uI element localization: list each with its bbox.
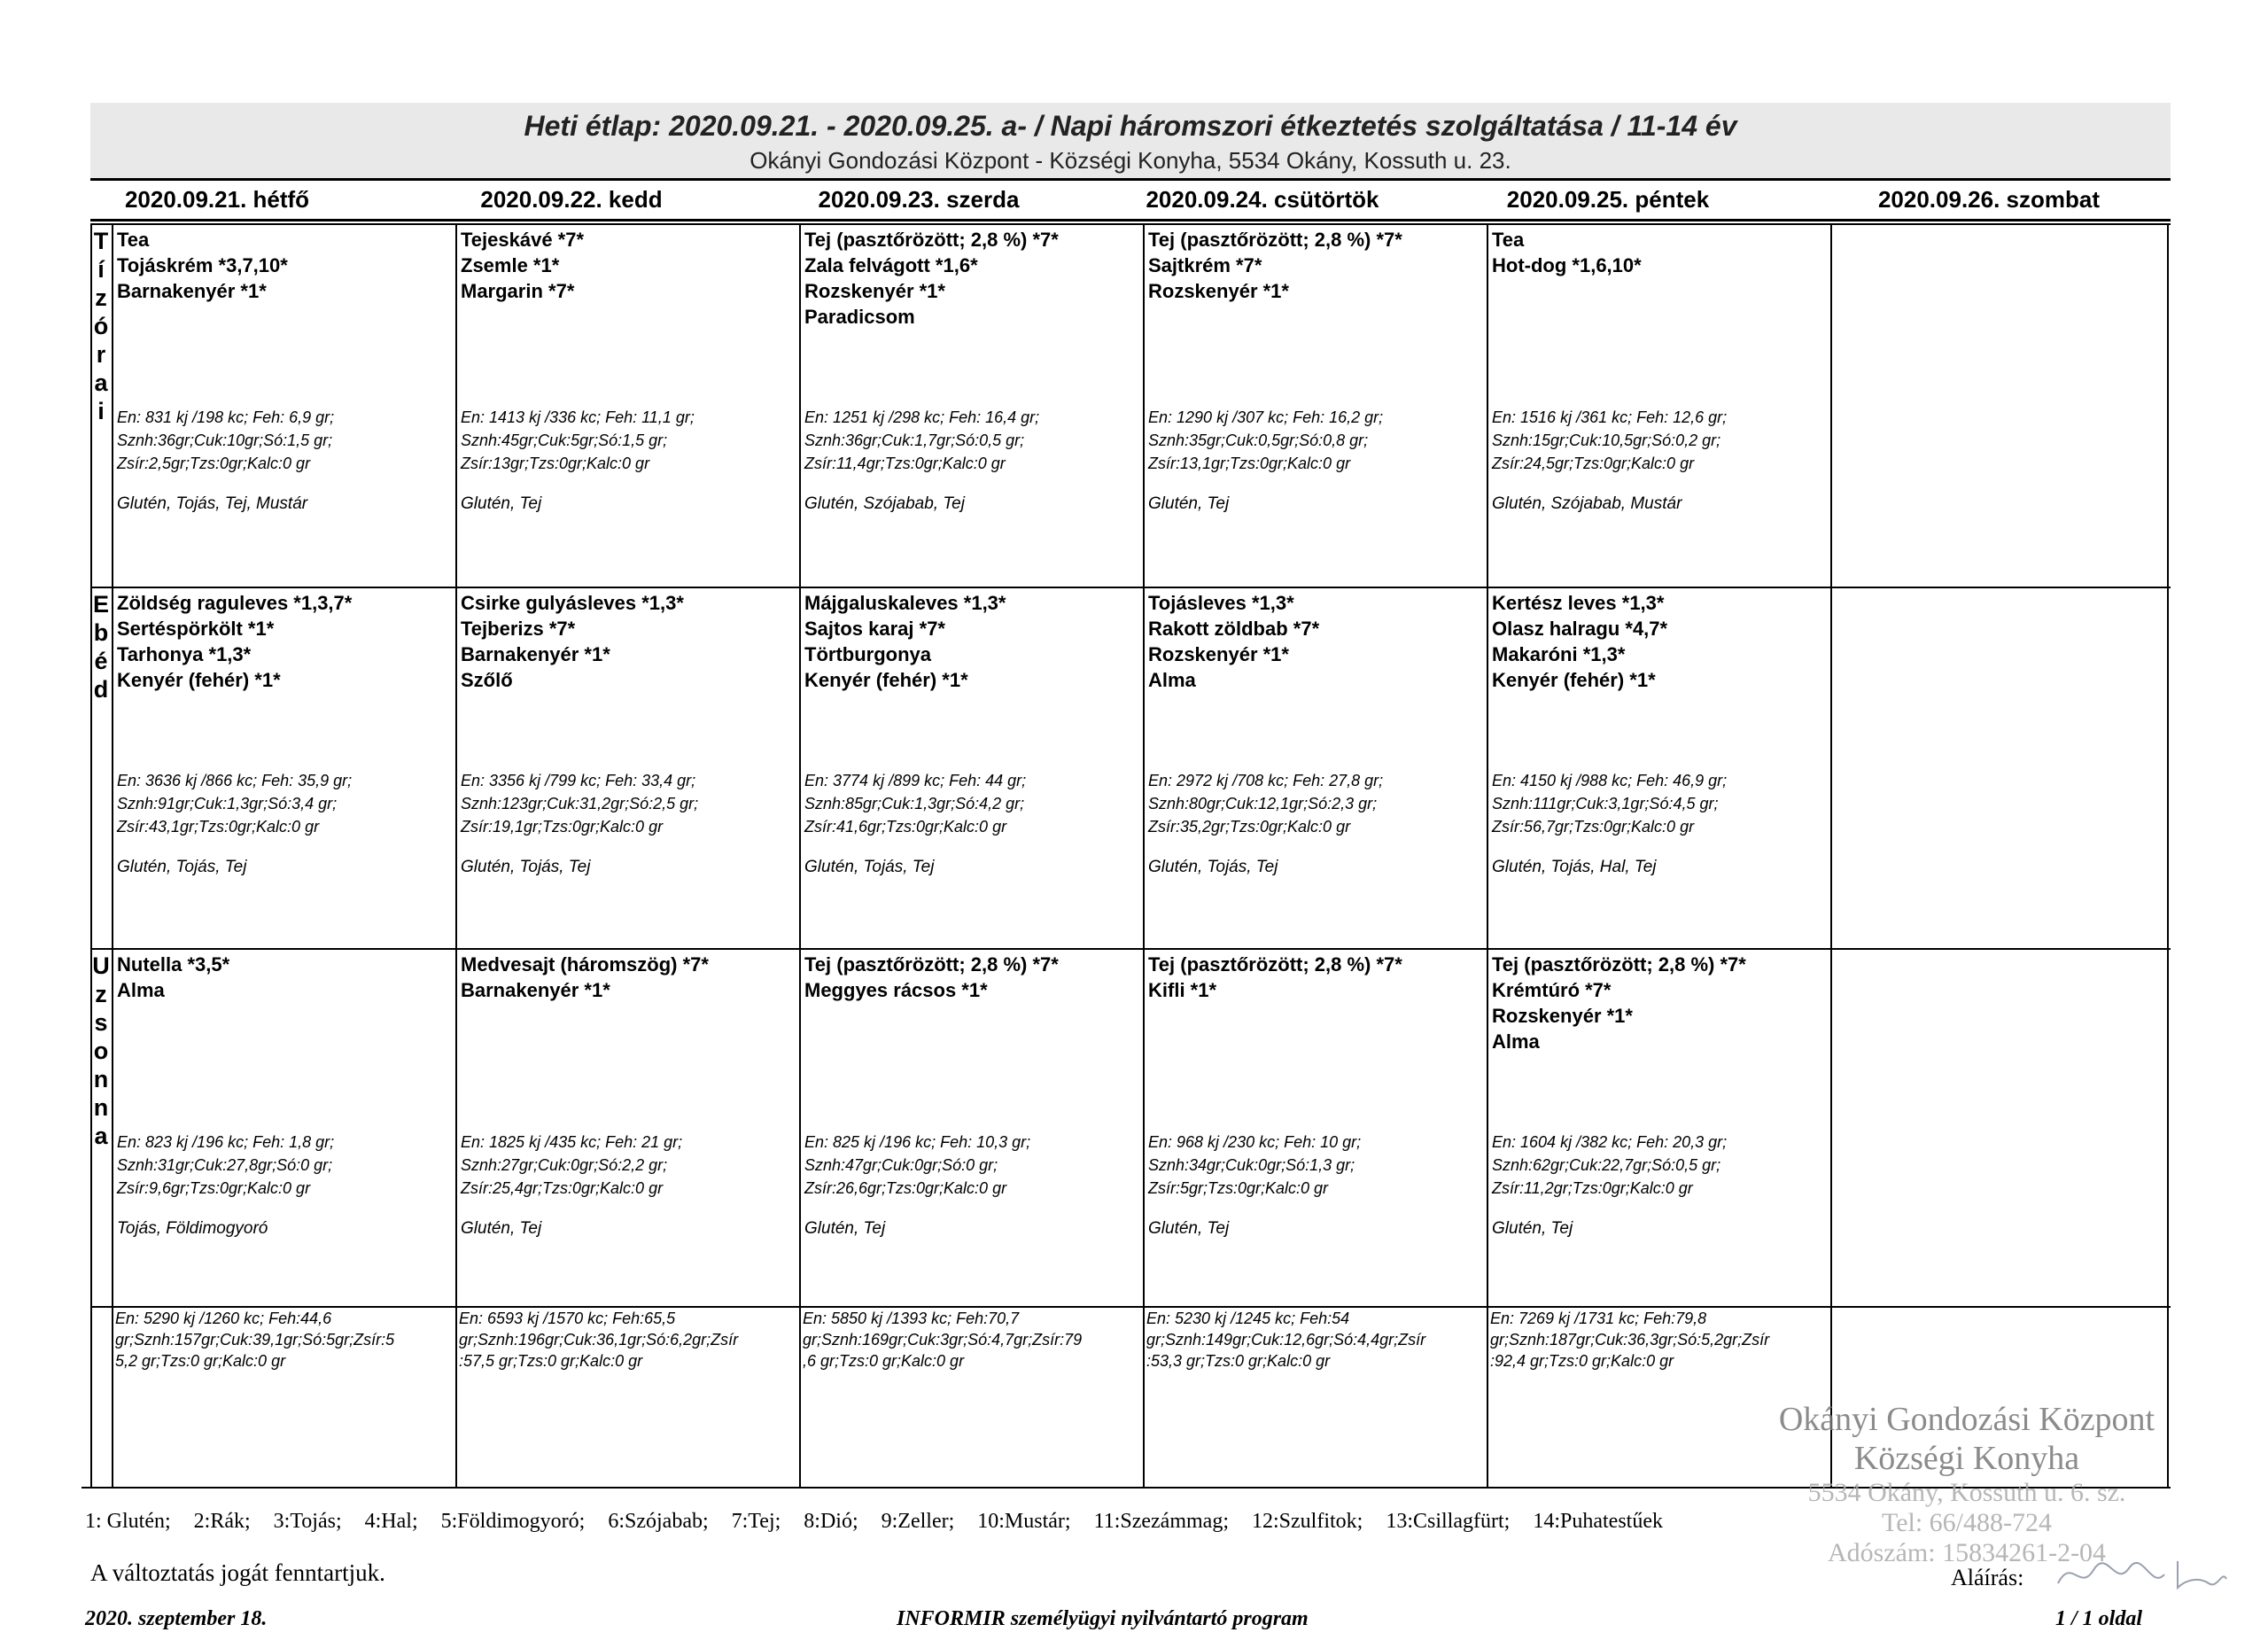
menu-item: Kertész leves *1,3*: [1492, 592, 1665, 614]
meal-label: [90, 227, 112, 425]
daily-total-line: gr;Sznh:169gr;Cuk:3gr;Só:4,7gr;Zsír:79: [803, 1331, 1083, 1349]
nutrition-line: Sznh:15gr;Cuk:10,5gr;Só:0,2 gr;: [1492, 431, 1721, 449]
legend-item: 2:Rák;: [193, 1510, 251, 1533]
nutrition-info: [1148, 769, 1383, 838]
menu-items: [1148, 952, 1481, 1003]
menu-item: Tej (pasztőrözött; 2,8 %) *7*: [1492, 953, 1746, 976]
meal-label-letter: a: [94, 1123, 108, 1149]
nutrition-line: En: 1290 kj /307 kc; Feh: 16,2 gr;: [1148, 408, 1384, 426]
menu-cell: [461, 590, 794, 693]
nutrition-line: En: 1251 kj /298 kc; Feh: 16,4 gr;: [804, 408, 1040, 426]
menu-item: Barnakenyér *1*: [461, 643, 610, 665]
menu-item: Margarin *7*: [461, 280, 575, 302]
menu-items: [804, 590, 1138, 693]
allergen-list: Glutén, Tojás, Tej: [117, 858, 247, 876]
menu-item: Zala felvágott *1,6*: [804, 254, 978, 276]
legend-item: 12:Szulfitok;: [1251, 1510, 1363, 1533]
menu-items: [117, 590, 450, 693]
legend-item: 7:Tej;: [731, 1510, 781, 1533]
menu-item: Zöldség raguleves *1,3,7*: [117, 592, 353, 614]
day-header: 2020.09.23. szerda: [818, 186, 1020, 213]
menu-item: Barnakenyér *1*: [117, 280, 267, 302]
meal-label-letter: z: [95, 284, 107, 311]
menu-cell: [804, 952, 1138, 1003]
nutrition-line: En: 1825 kj /435 kc; Feh: 21 gr;: [461, 1133, 683, 1151]
daily-total-line: gr;Sznh:196gr;Cuk:36,1gr;Só:6,2gr;Zsír: [459, 1331, 739, 1349]
menu-item: Tej (pasztőrözött; 2,8 %) *7*: [804, 229, 1059, 251]
legend-item: 6:Szójabab;: [608, 1510, 709, 1533]
menu-item: Kenyér (fehér) *1*: [117, 669, 281, 691]
menu-items: [117, 952, 450, 1003]
allergen-list: Glutén, Szójabab, Mustár: [1492, 494, 1682, 513]
nutrition-info: [1492, 1131, 1727, 1200]
menu-item: Rozskenyér *1*: [804, 280, 945, 302]
legend-item: 9:Zeller;: [881, 1510, 955, 1533]
daily-total: [1490, 1308, 1823, 1372]
allergen-list: Glutén, Tej: [1148, 1219, 1230, 1238]
grid-line: [90, 178, 2171, 181]
nutrition-line: Zsír:56,7gr;Tzs:0gr;Kalc:0 gr: [1492, 818, 1695, 836]
daily-total-line: En: 5230 kj /1245 kc; Feh:54: [1146, 1310, 1350, 1327]
footer-program: INFORMIR személyügyi nyilvántartó program: [897, 1607, 1309, 1630]
menu-cell: [461, 952, 794, 1003]
nutrition-line: Zsír:41,6gr;Tzs:0gr;Kalc:0 gr: [804, 818, 1007, 836]
daily-total: [1146, 1308, 1480, 1372]
signature-scribble: [2054, 1552, 2231, 1597]
menu-items: [1148, 590, 1481, 693]
nutrition-line: Zsír:25,4gr;Tzs:0gr;Kalc:0 gr: [461, 1179, 664, 1197]
allergen-list: Glutén, Tojás, Tej: [461, 858, 591, 876]
legend-item: 11:Szezámmag;: [1093, 1510, 1229, 1533]
menu-item: Tej (pasztőrözött; 2,8 %) *7*: [1148, 953, 1402, 976]
nutrition-line: Sznh:36gr;Cuk:10gr;Só:1,5 gr;: [117, 431, 333, 449]
menu-item: Rozskenyér *1*: [1148, 280, 1289, 302]
kitchen-stamp: [1736, 1400, 2197, 1577]
stamp-line: Okányi Gondozási Központ: [1778, 1401, 2155, 1438]
allergen-list: Tojás, Földimogyoró: [117, 1219, 268, 1238]
daily-total: [115, 1308, 448, 1372]
nutrition-line: Sznh:80gr;Cuk:12,1gr;Só:2,3 gr;: [1148, 795, 1378, 812]
nutrition-line: En: 968 kj /230 kc; Feh: 10 gr;: [1148, 1133, 1362, 1151]
menu-item: Rakott zöldbab *7*: [1148, 618, 1320, 640]
nutrition-line: En: 1413 kj /336 kc; Feh: 11,1 gr;: [461, 408, 695, 426]
legend-item: 8:Dió;: [804, 1510, 858, 1533]
nutrition-info: [804, 769, 1026, 838]
allergen-legend: [85, 1510, 1875, 1534]
grid-line: [1830, 223, 1832, 1487]
legend-item: 13:Csillagfürt;: [1386, 1510, 1511, 1533]
meal-label-letter: í: [97, 256, 105, 283]
grid-line: [455, 223, 457, 1487]
daily-total-line: ,6 gr;Tzs:0 gr;Kalc:0 gr: [803, 1352, 965, 1370]
nutrition-info: [461, 769, 698, 838]
allergen-list: Glutén, Tej: [1148, 494, 1230, 513]
day-header: 2020.09.26. szombat: [1877, 186, 2101, 213]
menu-cell: [461, 227, 794, 304]
menu-item: Tej (pasztőrözött; 2,8 %) *7*: [1148, 229, 1402, 251]
menu-items: [1492, 952, 1825, 1054]
menu-item: Tea: [117, 229, 150, 251]
nutrition-info: [117, 769, 352, 838]
page-title: Heti étlap: 2020.09.21. - 2020.09.25. a- / Napi háromszori étkeztetés szolgáltatása / 11-14 év: [524, 110, 1737, 142]
menu-item: Alma: [117, 979, 165, 1001]
menu-item: Zsemle *1*: [461, 254, 560, 276]
menu-cell: [804, 227, 1138, 330]
nutrition-line: En: 1516 kj /361 kc; Feh: 12,6 gr;: [1492, 408, 1728, 426]
legend-item: 4:Hal;: [364, 1510, 418, 1533]
daily-total-line: gr;Sznh:149gr;Cuk:12,6gr;Só:4,4gr;Zsír: [1146, 1331, 1426, 1349]
grid-line: [90, 219, 2171, 222]
menu-cell: [1148, 590, 1481, 693]
grid-line: [112, 223, 113, 1487]
allergen-list: Glutén, Tojás, Tej: [1148, 858, 1278, 876]
nutrition-line: Sznh:123gr;Cuk:31,2gr;Só:2,5 gr;: [461, 795, 699, 812]
day-header: 2020.09.25. péntek: [1506, 186, 1710, 213]
meal-label-letter: U: [92, 952, 110, 979]
nutrition-line: Sznh:111gr;Cuk:3,1gr;Só:4,5 gr;: [1492, 795, 1719, 812]
nutrition-line: En: 3636 kj /866 kc; Feh: 35,9 gr;: [117, 772, 353, 789]
menu-cell: [1148, 952, 1481, 1003]
menu-cell: [1148, 227, 1481, 304]
nutrition-line: En: 3356 kj /799 kc; Feh: 33,4 gr;: [461, 772, 696, 789]
menu-item: Alma: [1148, 669, 1196, 691]
grid-line: [90, 587, 2171, 588]
stamp-line: Községi Konyha: [1853, 1440, 2080, 1477]
day-header: 2020.09.24. csütörtök: [1146, 186, 1379, 213]
nutrition-line: En: 1604 kj /382 kc; Feh: 20,3 gr;: [1492, 1133, 1728, 1151]
nutrition-line: Sznh:27gr;Cuk:0gr;Só:2,2 gr;: [461, 1156, 668, 1174]
allergen-list: Glutén, Tojás, Tej, Mustár: [117, 494, 308, 513]
menu-cell: [1492, 952, 1825, 1054]
nutrition-line: En: 3774 kj /899 kc; Feh: 44 gr;: [804, 772, 1027, 789]
menu-items: [461, 952, 794, 1003]
nutrition-line: Zsír:11,2gr;Tzs:0gr;Kalc:0 gr: [1492, 1179, 1693, 1197]
nutrition-line: Sznh:62gr;Cuk:22,7gr;Só:0,5 gr;: [1492, 1156, 1721, 1174]
day-header: 2020.09.22. kedd: [480, 186, 663, 213]
change-note: A változtatás jogát fenntartjuk.: [90, 1559, 385, 1586]
meal-label-letter: a: [94, 369, 108, 396]
nutrition-line: Zsír:9,6gr;Tzs:0gr;Kalc:0 gr: [117, 1179, 311, 1197]
menu-item: Tea: [1492, 229, 1525, 251]
allergen-list: Glutén, Tej: [461, 494, 542, 513]
nutrition-line: En: 4150 kj /988 kc; Feh: 46,9 gr;: [1492, 772, 1728, 789]
meal-label-letter: n: [93, 1094, 109, 1121]
daily-total-line: gr;Sznh:157gr;Cuk:39,1gr;Só:5gr;Zsír:5: [115, 1331, 395, 1349]
menu-item: Tojásleves *1,3*: [1148, 592, 1294, 614]
menu-items: [1148, 227, 1481, 304]
nutrition-line: Sznh:34gr;Cuk:0gr;Só:1,3 gr;: [1148, 1156, 1355, 1174]
meal-label-letter: ó: [93, 313, 109, 339]
menu-item: Törtburgonya: [804, 643, 931, 665]
footer-date: 2020. szeptember 18.: [85, 1607, 268, 1630]
menu-cell: [117, 227, 450, 304]
nutrition-line: Zsír:13gr;Tzs:0gr;Kalc:0 gr: [461, 455, 650, 472]
nutrition-line: Sznh:85gr;Cuk:1,3gr;Só:4,2 gr;: [804, 795, 1025, 812]
menu-item: Tejeskávé *7*: [461, 229, 585, 251]
menu-items: [461, 590, 794, 693]
grid-line: [1143, 223, 1145, 1487]
menu-cell: [804, 590, 1138, 693]
meal-label-letter: T: [93, 228, 109, 254]
meal-label-letter: é: [94, 648, 108, 674]
daily-total-line: :53,3 gr;Tzs:0 gr;Kalc:0 gr: [1146, 1352, 1331, 1370]
menu-item: Nutella *3,5*: [117, 953, 230, 976]
menu-items: [804, 227, 1138, 330]
nutrition-info: [804, 1131, 1030, 1200]
grid-line: [90, 223, 2171, 225]
menu-item: Paradicsom: [804, 306, 915, 328]
legend-item: 14:Puhatestűek: [1533, 1510, 1663, 1533]
stamp-line: 5534 Okány, Kossuth u. 6. sz.: [1807, 1478, 2126, 1507]
menu-item: Hot-dog *1,6,10*: [1492, 254, 1642, 276]
menu-cell: [1492, 227, 1825, 278]
nutrition-info: [117, 406, 334, 475]
menu-item: Májgaluskaleves *1,3*: [804, 592, 1006, 614]
menu-item: Sajtos karaj *7*: [804, 618, 945, 640]
daily-total-line: gr;Sznh:187gr;Cuk:36,3gr;Só:5,2gr;Zsír: [1490, 1331, 1770, 1349]
nutrition-info: [804, 406, 1039, 475]
menu-item: Kenyér (fehér) *1*: [804, 669, 968, 691]
nutrition-line: Sznh:47gr;Cuk:0gr;Só:0 gr;: [804, 1156, 998, 1174]
menu-item: Kifli *1*: [1148, 979, 1217, 1001]
nutrition-line: Zsír:24,5gr;Tzs:0gr;Kalc:0 gr: [1492, 455, 1695, 472]
menu-item: Kenyér (fehér) *1*: [1492, 669, 1656, 691]
daily-total-line: En: 5290 kj /1260 kc; Feh:44,6: [115, 1310, 332, 1327]
nutrition-line: Zsír:19,1gr;Tzs:0gr;Kalc:0 gr: [461, 818, 664, 836]
menu-item: Szőlő: [461, 669, 513, 691]
menu-items: [117, 227, 450, 304]
stamp-line: Tel: 66/488-724: [1881, 1508, 2053, 1537]
meal-label-letter: n: [93, 1066, 109, 1092]
nutrition-line: Sznh:36gr;Cuk:1,7gr;Só:0,5 gr;: [804, 431, 1025, 449]
grid-line: [799, 223, 801, 1487]
menu-item: Olasz halragu *4,7*: [1492, 618, 1668, 640]
menu-item: Krémtúró *7*: [1492, 979, 1612, 1001]
menu-item: Makaróni *1,3*: [1492, 643, 1626, 665]
meal-label-letter: o: [93, 1038, 109, 1064]
nutrition-info: [1492, 769, 1727, 838]
menu-item: Tarhonya *1,3*: [117, 643, 252, 665]
menu-items: [1492, 590, 1825, 693]
menu-item: Alma: [1492, 1030, 1540, 1053]
menu-item: Sertéspörkölt *1*: [117, 618, 275, 640]
menu-cell: [1492, 590, 1825, 693]
daily-total: [459, 1308, 792, 1372]
menu-items: [1492, 227, 1825, 278]
grid-line: [90, 948, 2171, 950]
menu-item: Csirke gulyásleves *1,3*: [461, 592, 684, 614]
nutrition-line: Sznh:45gr;Cuk:5gr;Só:1,5 gr;: [461, 431, 668, 449]
nutrition-line: Sznh:35gr;Cuk:0,5gr;Só:0,8 gr;: [1148, 431, 1369, 449]
daily-total-line: :92,4 gr;Tzs:0 gr;Kalc:0 gr: [1490, 1352, 1674, 1370]
nutrition-line: Zsír:5gr;Tzs:0gr;Kalc:0 gr: [1148, 1179, 1329, 1197]
day-header: 2020.09.21. hétfő: [124, 186, 310, 213]
meal-label-letter: d: [93, 676, 109, 703]
nutrition-line: Sznh:31gr;Cuk:27,8gr;Só:0 gr;: [117, 1156, 333, 1174]
nutrition-line: Zsír:35,2gr;Tzs:0gr;Kalc:0 gr: [1148, 818, 1351, 836]
legend-item: 10:Mustár;: [977, 1510, 1071, 1533]
legend-item: 3:Tojás;: [273, 1510, 342, 1533]
allergen-list: Glutén, Tojás, Tej: [804, 858, 935, 876]
meal-label-letter: b: [93, 619, 109, 646]
stamp-line: Adószám: 15834261-2-04: [1827, 1538, 2107, 1567]
legend-item: 5:Földimogyoró;: [440, 1510, 586, 1533]
grid-line: [2167, 223, 2169, 1487]
meal-label-letter: z: [95, 981, 107, 1007]
menu-items: [461, 227, 794, 304]
nutrition-line: En: 823 kj /196 kc; Feh: 1,8 gr;: [117, 1133, 335, 1151]
menu-item: Meggyes rácsos *1*: [804, 979, 988, 1001]
nutrition-info: [1148, 1131, 1361, 1200]
meal-label-letter: E: [92, 591, 109, 618]
nutrition-line: Zsír:26,6gr;Tzs:0gr;Kalc:0 gr: [804, 1179, 1007, 1197]
nutrition-line: En: 2972 kj /708 kc; Feh: 27,8 gr;: [1148, 772, 1384, 789]
nutrition-info: [117, 1131, 334, 1200]
meal-label: [90, 590, 112, 704]
nutrition-info: [1492, 406, 1727, 475]
meal-label-letter: r: [96, 341, 106, 368]
daily-total-line: En: 5850 kj /1393 kc; Feh:70,7: [803, 1310, 1020, 1327]
menu-item: Sajtkrém *7*: [1148, 254, 1262, 276]
allergen-list: Glutén, Tej: [804, 1219, 886, 1238]
nutrition-info: [1148, 406, 1383, 475]
menu-item: Barnakenyér *1*: [461, 979, 610, 1001]
allergen-list: Glutén, Tej: [1492, 1219, 1573, 1238]
menu-item: Tojáskrém *3,7,10*: [117, 254, 288, 276]
menu-item: Tej (pasztőrözött; 2,8 %) *7*: [804, 953, 1059, 976]
nutrition-line: En: 825 kj /196 kc; Feh: 10,3 gr;: [804, 1133, 1031, 1151]
daily-total: [803, 1308, 1136, 1372]
menu-item: Rozskenyér *1*: [1148, 643, 1289, 665]
nutrition-line: En: 831 kj /198 kc; Feh: 6,9 gr;: [117, 408, 335, 426]
nutrition-line: Zsír:43,1gr;Tzs:0gr;Kalc:0 gr: [117, 818, 320, 836]
nutrition-info: [461, 1131, 682, 1200]
menu-item: Rozskenyér *1*: [1492, 1005, 1633, 1027]
allergen-list: Glutén, Tej: [461, 1219, 542, 1238]
nutrition-line: Zsír:13,1gr;Tzs:0gr;Kalc:0 gr: [1148, 455, 1351, 472]
nutrition-info: [461, 406, 695, 475]
menu-items: [804, 952, 1138, 1003]
menu-item: Medvesajt (háromszög) *7*: [461, 953, 709, 976]
daily-total-line: 5,2 gr;Tzs:0 gr;Kalc:0 gr: [115, 1352, 286, 1370]
menu-cell: [117, 952, 450, 1003]
page-subtitle: Okányi Gondozási Központ - Községi Konyha, 5534 Okány, Kossuth u. 23.: [750, 147, 1511, 174]
legend-item: 1: Glutén;: [85, 1510, 171, 1533]
allergen-list: Glutén, Tojás, Hal, Tej: [1492, 858, 1657, 876]
signature-label: Aláírás:: [1951, 1565, 2024, 1590]
menu-item: Tejberizs *7*: [461, 618, 576, 640]
footer-page: 1 / 1 oldal: [2055, 1607, 2143, 1630]
nutrition-line: Zsír:2,5gr;Tzs:0gr;Kalc:0 gr: [117, 455, 311, 472]
nutrition-line: Zsír:11,4gr;Tzs:0gr;Kalc:0 gr: [804, 455, 1006, 472]
daily-total-line: En: 6593 kj /1570 kc; Feh:65,5: [459, 1310, 676, 1327]
meal-label-letter: i: [97, 398, 105, 424]
menu-cell: [117, 590, 450, 693]
allergen-list: Glutén, Szójabab, Tej: [804, 494, 965, 513]
meal-label-letter: s: [94, 1009, 108, 1036]
daily-total-line: En: 7269 kj /1731 kc; Feh:79,8: [1490, 1310, 1707, 1327]
meal-label: [90, 952, 112, 1150]
daily-total-line: :57,5 gr;Tzs:0 gr;Kalc:0 gr: [459, 1352, 643, 1370]
nutrition-line: Sznh:91gr;Cuk:1,3gr;Só:3,4 gr;: [117, 795, 338, 812]
grid-line: [1487, 223, 1488, 1487]
